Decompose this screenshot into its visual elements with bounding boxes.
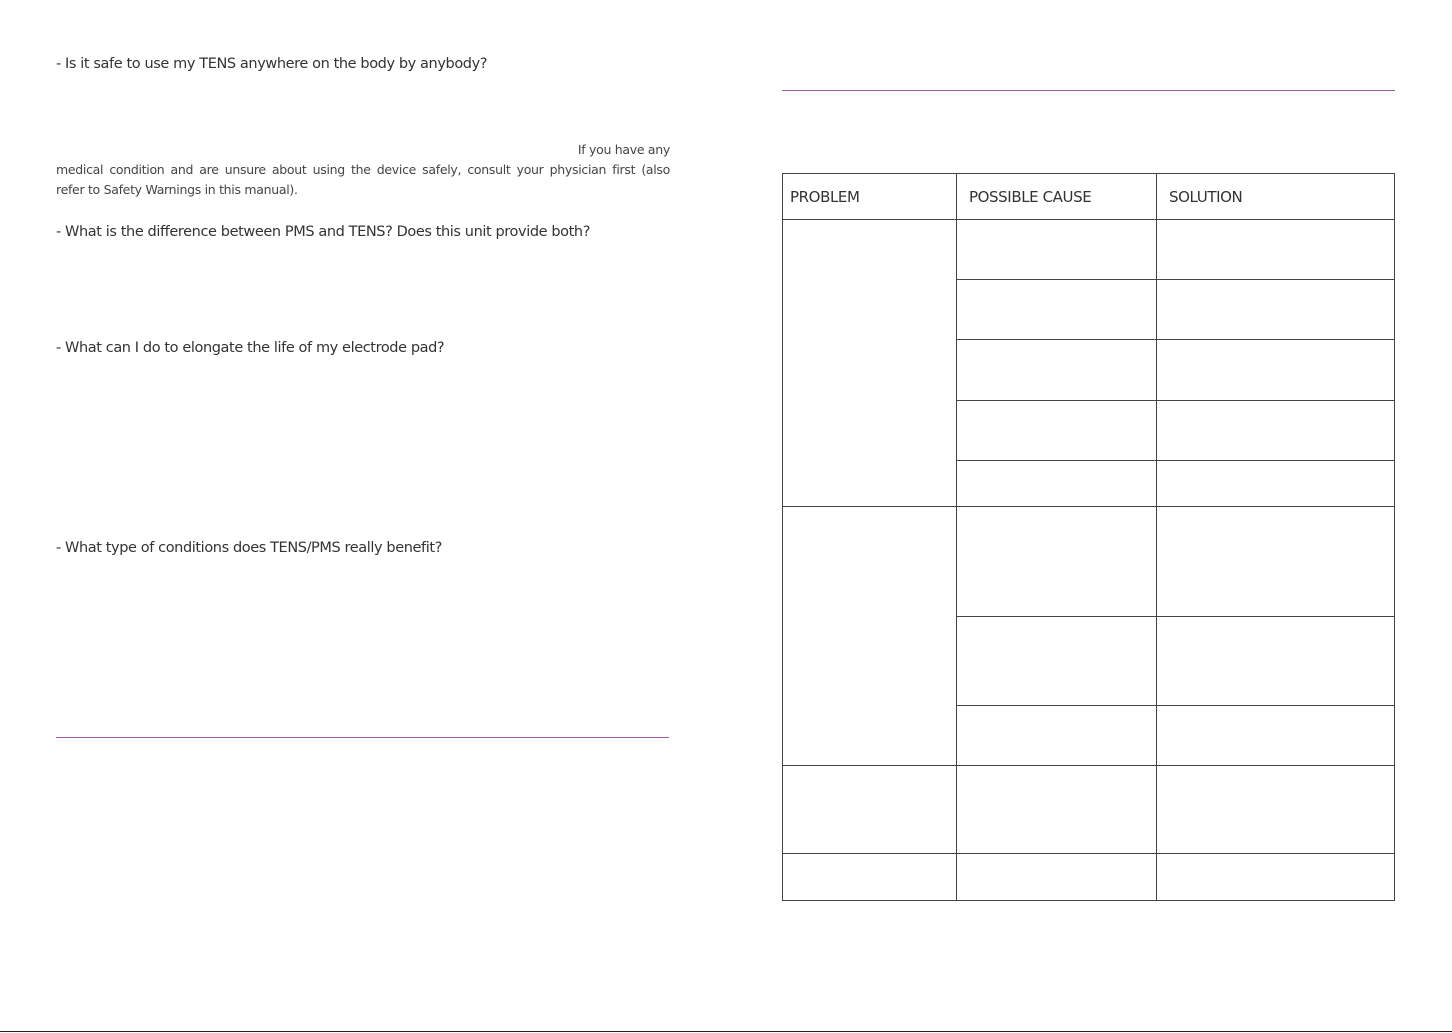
table-row (783, 766, 1395, 854)
cause-cell (957, 706, 1157, 766)
cause-cell (957, 280, 1157, 340)
cause-cell (957, 617, 1157, 706)
safety-answer-paragraph (56, 140, 670, 200)
safety-answer-line-2: medical condition and are unsure about using the device safely, consult your physician first (also (56, 162, 670, 177)
table-row (783, 507, 1395, 617)
header-possible-cause: POSSIBLE CAUSE (957, 174, 1157, 220)
cause-cell (957, 461, 1157, 507)
troubleshooting-table (782, 173, 1395, 901)
header-solution: SOLUTION (1157, 174, 1395, 220)
cause-cell (957, 340, 1157, 401)
table-row (783, 220, 1395, 280)
faq-question-pms-vs-tens: - What is the difference between PMS and TENS? Does this unit provide both? (56, 224, 591, 240)
problem-cell (783, 766, 957, 854)
solution-cell (1157, 280, 1395, 340)
solution-cell (1157, 401, 1395, 461)
table-header-row (783, 174, 1395, 220)
problem-cell (783, 854, 957, 901)
cause-cell (957, 220, 1157, 280)
solution-cell (1157, 340, 1395, 401)
safety-answer-line-3: refer to Safety Warnings in this manual). (56, 182, 298, 197)
cause-cell (957, 507, 1157, 617)
faq-question-electrode-life: - What can I do to elongate the life of my electrode pad? (56, 340, 445, 356)
faq-question-safety: - Is it safe to use my TENS anywhere on the body by anybody? (56, 56, 488, 72)
cause-cell (957, 401, 1157, 461)
faq-question-conditions: - What type of conditions does TENS/PMS really benefit? (56, 540, 442, 556)
problem-cell (783, 220, 957, 507)
safety-answer-line-1: If you have any (577, 142, 670, 157)
cause-cell (957, 766, 1157, 854)
section-divider-right (782, 90, 1395, 91)
solution-cell (1157, 706, 1395, 766)
problem-cell (783, 507, 957, 766)
solution-cell (1157, 766, 1395, 854)
solution-cell (1157, 854, 1395, 901)
solution-cell (1157, 461, 1395, 507)
solution-cell (1157, 507, 1395, 617)
header-problem: PROBLEM (783, 174, 957, 220)
section-divider-left (56, 737, 669, 738)
solution-cell (1157, 220, 1395, 280)
solution-cell (1157, 617, 1395, 706)
cause-cell (957, 854, 1157, 901)
page-bottom-edge (0, 1031, 1452, 1032)
table-row (783, 854, 1395, 901)
